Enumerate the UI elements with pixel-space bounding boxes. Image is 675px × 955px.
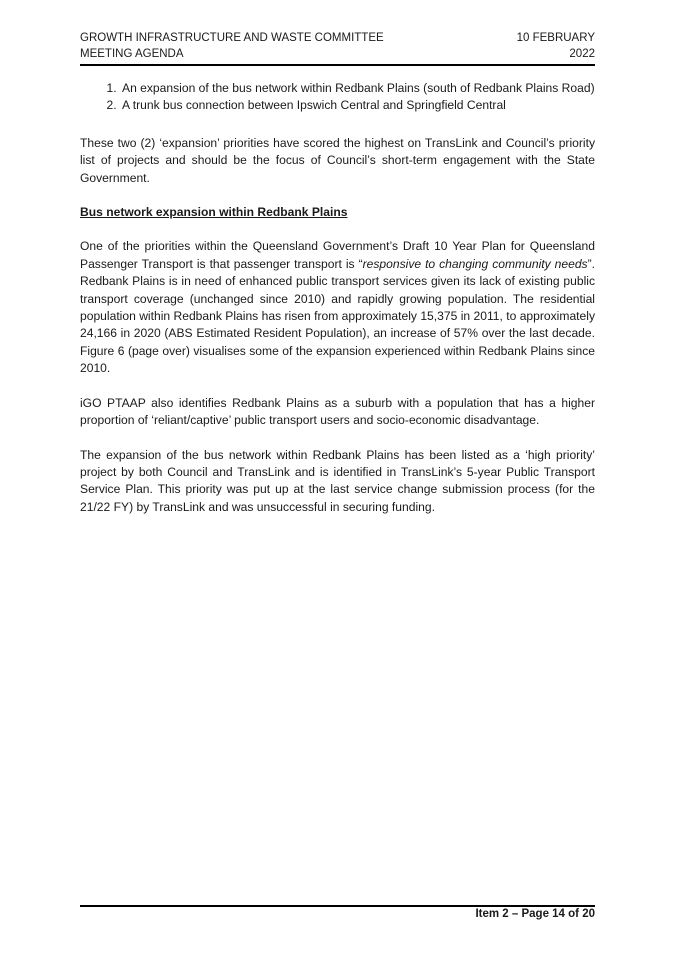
paragraph-high-priority: The expansion of the bus network within Redbank Plains has been listed as a ‘high priority’ project by both Council and TransLink and is identified in TransLink’s 5-year Public Transport Service Plan. This priority was put up at the last service change submission process (for the 21/22 FY) by TransLink and was unsuccessful in securing funding. <box>80 447 595 514</box>
paragraph-draft-plan <box>80 238 595 377</box>
meeting-date <box>517 30 595 62</box>
paragraph-priorities: These two (2) ‘expansion’ priorities have scored the highest on TransLink and Council’s priority list of projects and should be the focus of Council’s short-term engagement with the State Government. <box>80 135 595 185</box>
committee-name <box>80 30 460 62</box>
document-body <box>80 80 595 533</box>
paragraph-draft-plan-text: One of the priorities within the Queensland Government’s Draft 10 Year Plan for Queensland Passenger Transport is that passenger transport is “ <box>80 239 595 271</box>
footer-divider <box>80 905 595 907</box>
paragraph-draft-plan-cont: ”. Redbank Plains is in need of enhanced public transport services given its lack of existing public transport coverage (unchanged since 2010) and rapidly growing population. The residential population within Redbank Plains has risen from approximately 15,375 in 2011, to approximately 24,166 in 2020 (ABS Estimated Resident Population), an increase of 57% over the last decade. Figure 6 (page over) visualises some of the expansion experienced within Redbank Plains since 2010. <box>80 256 595 376</box>
priority-list <box>80 80 595 115</box>
committee-line-2: MEETING AGENDA <box>80 48 184 60</box>
list-item: 2. A trunk bus connection between Ipswich Central and Springfield Central <box>120 97 595 114</box>
date-line-1: 10 FEBRUARY <box>516 32 595 44</box>
list-item: 1. An expansion of the bus network within Redbank Plains (south of Redbank Plains Road) <box>120 80 595 97</box>
committee-line-1: GROWTH INFRASTRUCTURE AND WASTE COMMITTEE <box>80 32 384 44</box>
page-number: Item 2 – Page 14 of 20 <box>475 908 595 920</box>
quoted-need: responsive to changing community needs <box>362 256 588 271</box>
section-heading: Bus network expansion within Redbank Plains <box>80 205 348 220</box>
paragraph-igo-ptaap: iGO PTAAP also identifies Redbank Plains as a suburb with a population that has a higher proportion of ‘reliant/captive’ public transport users and socio-economic disadvantage. <box>80 395 595 428</box>
date-line-2: 2022 <box>569 48 595 60</box>
header-divider <box>80 64 595 66</box>
